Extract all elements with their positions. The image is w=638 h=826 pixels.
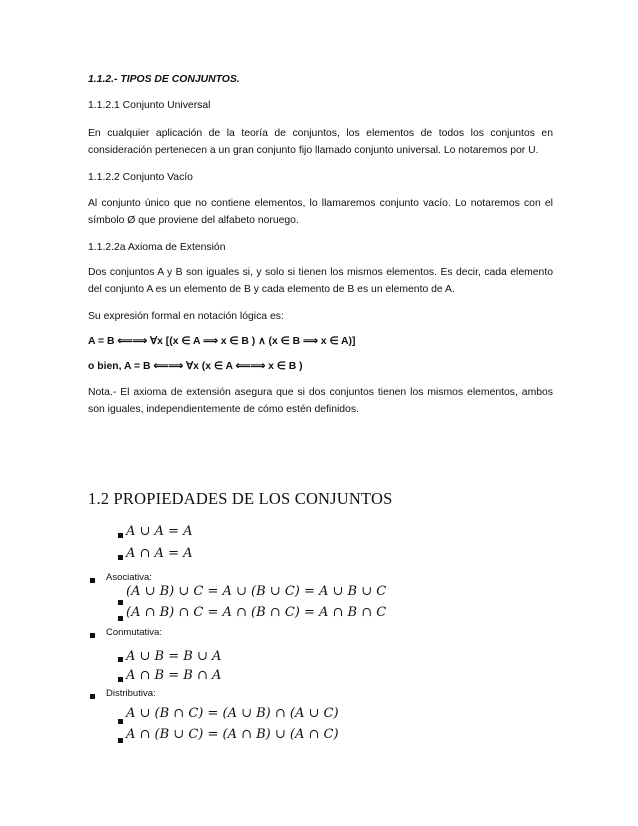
formula-2: o bien, A = B ⟸⟹ ∀x (x ∈ A ⟸⟹ x ∈ B ): [88, 361, 303, 372]
conmutativa-union: A ∪ B = B ∪ A: [126, 649, 222, 664]
conmutativa-interseccion: A ∩ B = B ∩ A: [126, 668, 222, 683]
bullet-icon: [118, 600, 123, 605]
extension-paragraph: Dos conjuntos A y B son iguales si, y solo si tienen los mismos elementos. Es decir, cada elemento del conjunto A es un elemento de B y cada elemento de B es un elemento de A.: [88, 267, 553, 295]
conmutativa-label: Conmutativa:: [106, 627, 162, 638]
bullet-icon: [90, 578, 95, 583]
asociativa-interseccion: (A ∩ B) ∩ C = A ∩ (B ∩ C) = A ∩ B ∩ C: [126, 605, 387, 620]
distributiva-union: A ∪ (B ∩ C) = (A ∪ B) ∩ (A ∪ C): [126, 706, 339, 721]
idempotencia-union: A ∪ A = A: [126, 524, 193, 539]
bullet-icon: [90, 633, 95, 638]
bullet-icon: [118, 657, 123, 662]
bullet-icon: [118, 738, 123, 743]
bullet-icon: [118, 533, 123, 538]
bullet-icon: [90, 694, 95, 699]
bullet-icon: [118, 719, 123, 724]
extension-heading: 1.1.2.2a Axioma de Extensión: [88, 242, 226, 253]
bullet-icon: [118, 555, 123, 560]
idempotencia-interseccion: A ∩ A = A: [126, 546, 193, 561]
formula-1: A = B ⟸⟹ ∀x [(x ∈ A ⟹ x ∈ B ) ∧ (x ∈ B ⟹ x ∈ A)]: [88, 336, 356, 347]
universal-heading: 1.1.2.1 Conjunto Universal: [88, 100, 211, 111]
section-title: 1.1.2.- TIPOS DE CONJUNTOS.: [88, 74, 240, 85]
distributiva-label: Distributiva:: [106, 688, 156, 699]
bullet-icon: [118, 616, 123, 621]
nota-paragraph: Nota.- El axioma de extensión asegura que si dos conjuntos tienen los mismos elementos, ambos son iguales, independientemente de cómo estén definidos.: [88, 387, 553, 415]
formal-intro: Su expresión formal en notación lógica es:: [88, 311, 284, 322]
asociativa-label: Asociativa:: [106, 572, 152, 583]
asociativa-union: (A ∪ B) ∪ C = A ∪ (B ∪ C) = A ∪ B ∪ C: [126, 584, 387, 599]
vacio-heading: 1.1.2.2 Conjunto Vacío: [88, 172, 193, 183]
bullet-icon: [118, 677, 123, 682]
distributiva-interseccion: A ∩ (B ∪ C) = (A ∩ B) ∪ (A ∩ C): [126, 727, 339, 742]
vacio-paragraph: Al conjunto único que no contiene elementos, lo llamaremos conjunto vacío. Lo notaremos con el símbolo Ø que proviene del alfabeto noruego.: [88, 198, 553, 226]
propiedades-heading: 1.2 PROPIEDADES DE LOS CONJUNTOS: [88, 489, 393, 508]
universal-paragraph: En cualquier aplicación de la teoría de conjuntos, los elementos de todos los conjuntos en consideración pertenecen a un gran conjunto fijo llamado conjunto universal. Lo notaremos por U.: [88, 128, 553, 156]
